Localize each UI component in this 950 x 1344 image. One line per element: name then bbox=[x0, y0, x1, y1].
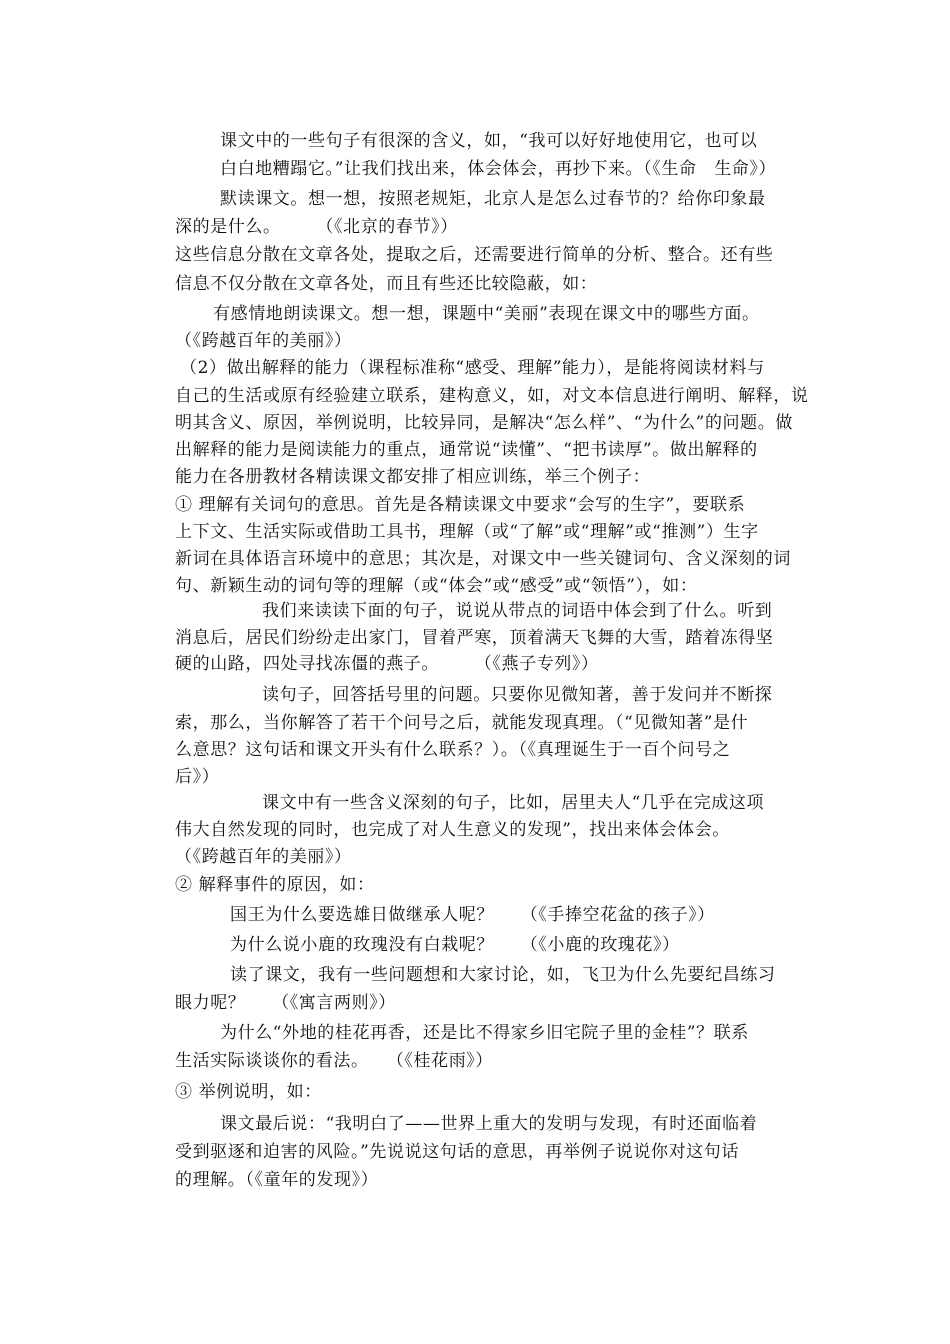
text-line: 出解释的能力是阅读能力的重点，通常说“读懂”、“把书读厚”。做出解释的 bbox=[175, 440, 758, 460]
text-line: 课文最后说：“我明白了——世界上重大的发明与发现，有时还面临着 bbox=[220, 1114, 758, 1134]
text-line: 伟大自然发现的同时，也完成了对人生意义的发现”，找出来体会体会。 bbox=[175, 820, 730, 840]
text-line: 生活实际谈谈你的看法。 （《桂花雨》） bbox=[175, 1051, 493, 1071]
text-line: 硬的山路，四处寻找冻僵的燕子。 （《燕子专列》） bbox=[175, 654, 599, 674]
text-line: 么意思？这句话和课文开头有什么联系？）。（《真理诞生于一百个问号之 bbox=[175, 740, 731, 760]
text-line: 后》） bbox=[175, 767, 220, 787]
text-line: （《跨越百年的美丽》） bbox=[175, 847, 352, 867]
text-line: 句、新颖生动的词句等的理解（或“体会”或“感受”或“领悟”），如： bbox=[175, 576, 698, 596]
text-line: 这些信息分散在文章各处，提取之后，还需要进行简单的分析、整合。还有些 bbox=[175, 245, 774, 265]
text-line: 的理解。（《童年的发现》） bbox=[175, 1170, 379, 1190]
text-line: 自己的生活或原有经验建立联系，建构意义，如，对文本信息进行阐明、解释，说 bbox=[175, 386, 809, 406]
text-line: 白白地糟蹋它。”让我们找出来，体会体会，再抄下来。（《生命 生命》） bbox=[220, 159, 777, 179]
text-line: 受到驱逐和迫害的风险。”先说说这句话的意思，再举例子说说你对这句话 bbox=[175, 1142, 739, 1162]
text-line: 能力在各册教材各精读课文都安排了相应训练，举三个例子： bbox=[175, 467, 651, 487]
text-line: 读了课文，我有一些问题想和大家讨论，如，飞卫为什么先要纪昌练习 bbox=[230, 965, 776, 985]
text-line: 新词在具体语言环境中的意思；其次是，对课文中一些关键词句、含义深刻的词 bbox=[175, 549, 791, 569]
text-line: 我们来读读下面的句子，说说从带点的词语中体会到了什么。听到 bbox=[262, 601, 773, 621]
text-line: 课文中的一些句子有很深的含义，如，“我可以好好地使用它，也可以 bbox=[220, 131, 758, 151]
text-line: 深的是什么。 （《北京的春节》） bbox=[175, 217, 458, 237]
text-line: 默读课文。想一想，按照老规矩，北京人是怎么过春节的？给你印象最 bbox=[220, 189, 766, 209]
text-line: 明其含义、原因，举例说明，比较异同，是解决“怎么样”、“为什么”的问题。做 bbox=[175, 413, 793, 433]
text-line: ① 理解有关词句的意思。首先是各精读课文中要求“会写的生字”，要联系 bbox=[175, 495, 746, 515]
text-line: （《跨越百年的美丽》） bbox=[175, 331, 352, 351]
text-line: 索，那么，当你解答了若干个问号之后，就能发现真理。（“见微知著”是什 bbox=[175, 713, 749, 733]
text-line: ② 解释事件的原因，如： bbox=[175, 875, 375, 895]
text-line: 有感情地朗读课文。想一想，课题中“美丽”表现在课文中的哪些方面。 bbox=[213, 304, 760, 324]
text-line: 为什么“外地的桂花再香，还是比不得家乡旧宅院子里的金桂”？联系 bbox=[220, 1023, 749, 1043]
text-line: ③ 举例说明，如： bbox=[175, 1082, 322, 1102]
text-line: 读句子，回答括号里的问题。只要你见微知著，善于发问并不断探 bbox=[262, 685, 773, 705]
text-line: 国王为什么要选雄日做继承人呢？ （《手捧空花盆的孩子》） bbox=[230, 905, 715, 925]
text-line: 课文中有一些含义深刻的句子，比如，居里夫人“几乎在完成这项 bbox=[262, 793, 765, 813]
text-line: （2）做出解释的能力（课程标准称“感受、理解”能力），是能将阅读材料与 bbox=[180, 358, 765, 378]
text-line: 眼力呢？ （《寓言两则》） bbox=[175, 993, 396, 1013]
text-line: 为什么说小鹿的玫瑰没有白栽呢？ （《小鹿的玫瑰花》） bbox=[230, 935, 680, 955]
text-line: 信息不仅分散在文章各处，而且有些还比较隐蔽，如： bbox=[175, 274, 598, 294]
text-line: 消息后，居民们纷纷走出家门，冒着严寒，顶着满天飞舞的大雪，踏着冻得坚 bbox=[175, 628, 774, 648]
text-line: 上下文、生活实际或借助工具书，理解（或“了解”或“理解”或“推测”）生字 bbox=[175, 522, 759, 542]
